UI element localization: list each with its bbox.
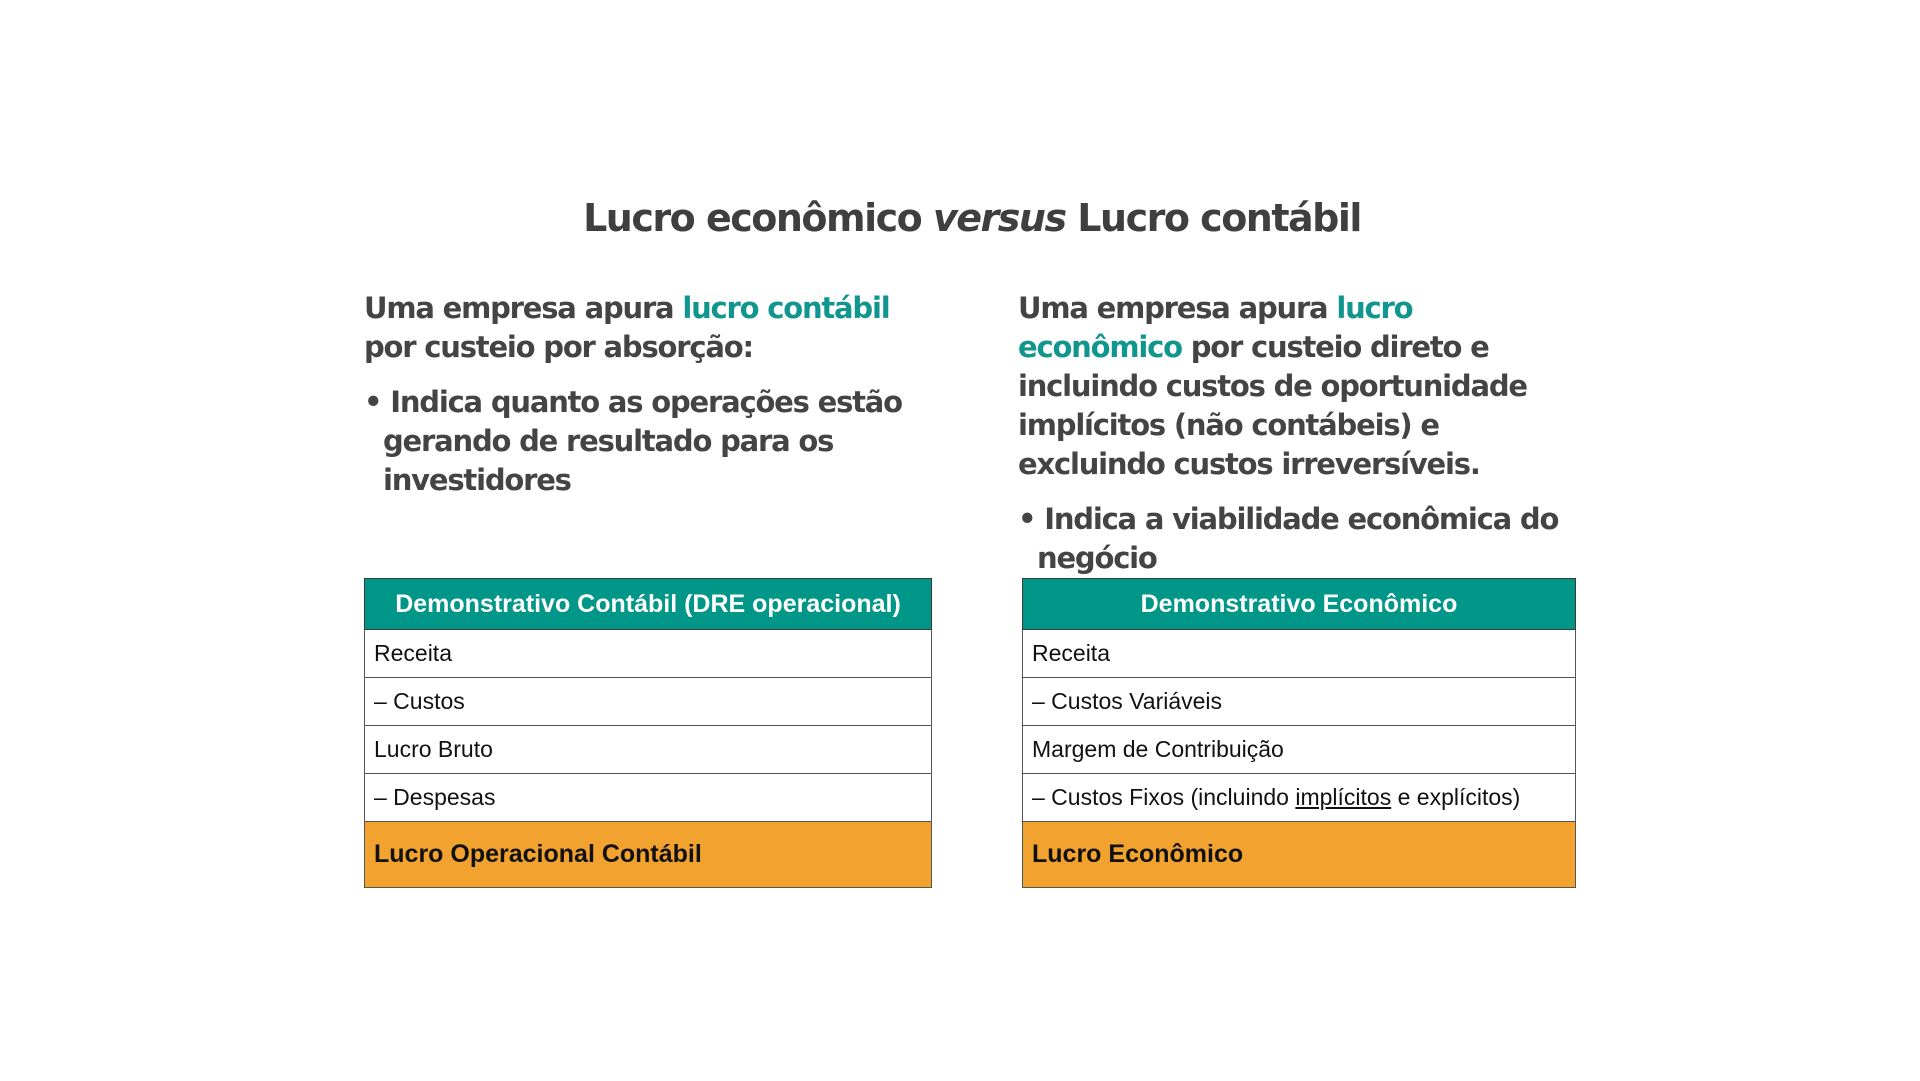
right-intro-accent: lucro econômico — [1018, 291, 1413, 364]
table-row — [365, 726, 932, 774]
table-row — [365, 678, 932, 726]
table-header-row — [1023, 579, 1576, 630]
table-cell: Receita — [365, 630, 932, 678]
table-cell: Lucro Bruto — [365, 726, 932, 774]
table-row — [365, 774, 932, 822]
table-row — [1023, 678, 1576, 726]
title-part-2: Lucro contábil — [1065, 196, 1361, 240]
title-part-1: Lucro econômico — [583, 196, 933, 240]
table-header: Demonstrativo Contábil (DRE operacional) — [365, 579, 932, 630]
table-cell: – Custos — [365, 678, 932, 726]
left-intro-accent: lucro contábil — [682, 291, 890, 325]
right-intro-before: Uma empresa apura — [1018, 291, 1337, 325]
left-column — [364, 289, 924, 500]
left-intro — [364, 289, 924, 367]
table-total-cell: Lucro Operacional Contábil — [365, 822, 932, 888]
table-cell: Margem de Contribuição — [1023, 726, 1576, 774]
economic-statement-table — [1022, 578, 1576, 888]
title-versus: versus — [933, 196, 1066, 240]
page-title — [0, 196, 1920, 240]
table-total-row — [365, 822, 932, 888]
right-intro — [1018, 289, 1578, 484]
table-cell — [1023, 774, 1576, 822]
table-row — [365, 630, 932, 678]
right-intro-after: por custeio direto e incluindo custos de oportunidade implícitos (não contábeis) e excluindo custos irreversíveis. — [1018, 330, 1527, 481]
table-total-cell: Lucro Econômico — [1023, 822, 1576, 888]
left-intro-after: por custeio por absorção: — [364, 330, 753, 364]
table-cell: – Despesas — [365, 774, 932, 822]
left-intro-before: Uma empresa apura — [364, 291, 683, 325]
table-total-row — [1023, 822, 1576, 888]
table-row — [1023, 630, 1576, 678]
table-cell: – Custos Variáveis — [1023, 678, 1576, 726]
accounting-statement-table — [364, 578, 932, 888]
right-column — [1018, 289, 1578, 578]
table-row — [1023, 726, 1576, 774]
fixed-costs-underlined: implícitos — [1295, 784, 1392, 810]
fixed-costs-after: e explícitos) — [1391, 784, 1521, 810]
table-row — [1023, 774, 1576, 822]
table-cell: Receita — [1023, 630, 1576, 678]
fixed-costs-before: – Custos Fixos (incluindo — [1032, 784, 1296, 810]
right-bullet: • Indica a viabilidade econômica do negócio — [1018, 502, 1559, 575]
table-header: Demonstrativo Econômico — [1023, 579, 1576, 630]
left-bullet: • Indica quanto as operações estão gerando de resultado para os investidores — [364, 385, 902, 497]
table-header-row — [365, 579, 932, 630]
